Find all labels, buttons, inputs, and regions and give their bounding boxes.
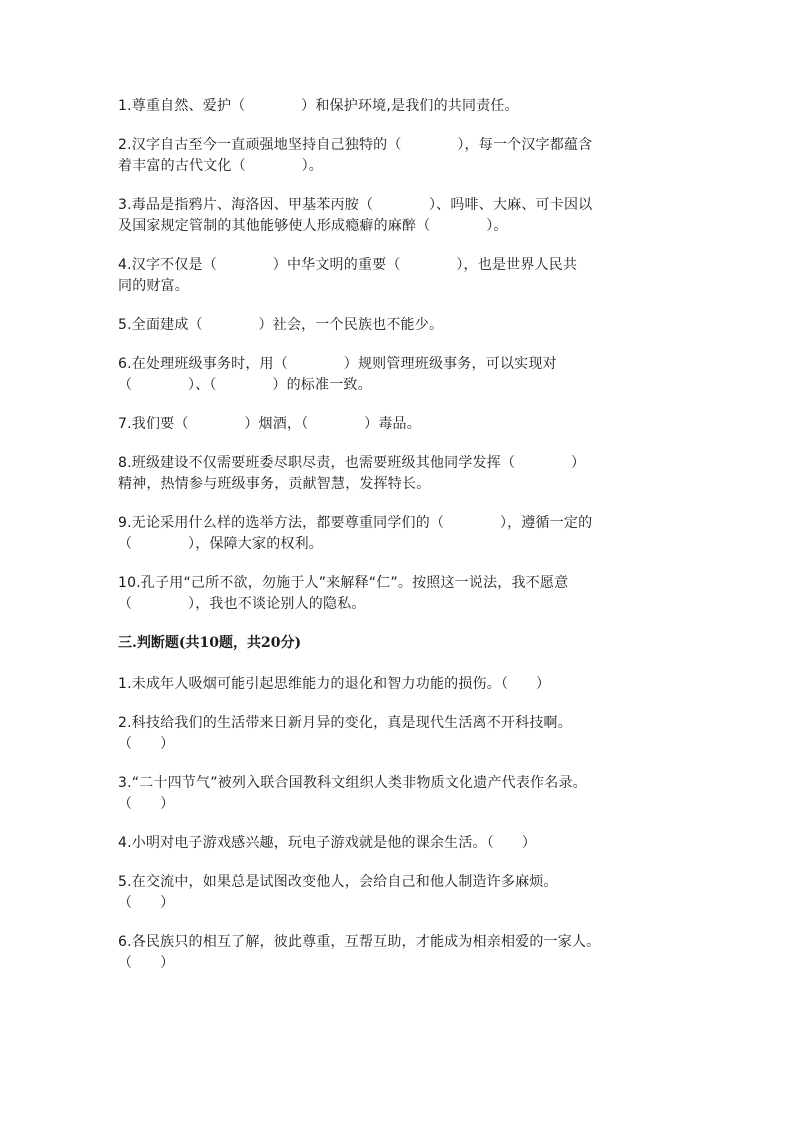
question-line: 1.未成年人吸烟可能引起思维能力的退化和智力功能的损伤。（ ） <box>118 676 551 692</box>
question-line: 3.“二十四节气”被列入联合国教科文组织人类非物质文化遗产代表作名录。 <box>118 775 587 791</box>
question-line: 5.全面建成（ ）社会，一个民族也不能少。 <box>118 317 444 333</box>
question-line: 8.班级建设不仅需要班委尽职尽责，也需要班级其他同学发挥（ ） <box>118 455 586 471</box>
question-line: 3.毒品是指鸦片、海洛因、甲基苯丙胺（ ）、吗啡、大麻、可卡因以 <box>118 197 593 213</box>
question-item <box>118 713 678 755</box>
answer-blank: （ ） <box>118 796 175 812</box>
question-line: 6.各民族只的相互了解，彼此尊重，互帮互助，才能成为相亲相爱的一家人。 <box>118 934 601 950</box>
question-item <box>118 354 678 396</box>
question-line: 1.尊重自然、爱护（ ）和保护环境,是我们的共同责任。 <box>118 98 519 114</box>
question-line: （ ）、（ ）的标准一致。 <box>118 377 372 393</box>
question-line: （ ），我也不谈论别人的隐私。 <box>118 596 366 612</box>
judgment-questions <box>118 674 678 974</box>
question-line: 同的财富。 <box>118 278 189 294</box>
question-line: 6.在处理班级事务时，用（ ）规则管理班级事务，可以实现对 <box>118 356 557 372</box>
question-item <box>118 674 678 695</box>
question-item <box>118 573 678 615</box>
worksheet-page <box>118 96 678 992</box>
question-item <box>118 96 678 117</box>
question-item <box>118 773 678 815</box>
question-item <box>118 833 678 854</box>
question-line: 5.在交流中，如果总是试图改变他人，会给自己和他人制造许多麻烦。 <box>118 874 558 890</box>
question-line: 4.汉字不仅是（ ）中华文明的重要（ ），也是世界人民共 <box>118 257 578 273</box>
question-item <box>118 932 678 974</box>
question-item <box>118 195 678 237</box>
question-item <box>118 135 678 177</box>
question-line: 着丰富的古代文化（ ）。 <box>118 158 324 174</box>
question-item <box>118 513 678 555</box>
question-item <box>118 414 678 435</box>
question-line: 2.科技给我们的生活带来日新月异的变化，真是现代生活离不开科技啊。 <box>118 715 572 731</box>
fill-in-questions <box>118 96 678 615</box>
question-line: 7.我们要（ ）烟酒，（ ）毒品。 <box>118 416 421 432</box>
question-line: 精神，热情参与班级事务，贡献智慧，发挥特长。 <box>118 476 431 492</box>
question-line: 4.小明对电子游戏感兴趣，玩电子游戏就是他的课余生活。（ ） <box>118 835 537 851</box>
question-line: 2.汉字自古至今一直顽强地坚持自己独特的（ ），每一个汉字都蕴含 <box>118 137 593 153</box>
question-item <box>118 315 678 336</box>
answer-blank: （ ） <box>118 895 175 911</box>
question-item <box>118 872 678 914</box>
question-line: 及国家规定管制的其他能够使人形成瘾癖的麻醉（ ）。 <box>118 218 508 234</box>
question-line: 9.无论采用什么样的选举方法，都要尊重同学们的（ ），遵循一定的 <box>118 515 593 531</box>
answer-blank: （ ） <box>118 955 175 971</box>
answer-blank: （ ） <box>118 736 175 752</box>
question-line: （ ），保障大家的权利。 <box>118 536 324 552</box>
question-item <box>118 255 678 297</box>
section-title: 三.判断题(共10题，共20分) <box>118 635 302 651</box>
question-line: 10.孔子用“己所不欲，勿施于人”来解释“仁”。按照这一说法，我不愿意 <box>118 575 569 591</box>
question-item <box>118 453 678 495</box>
